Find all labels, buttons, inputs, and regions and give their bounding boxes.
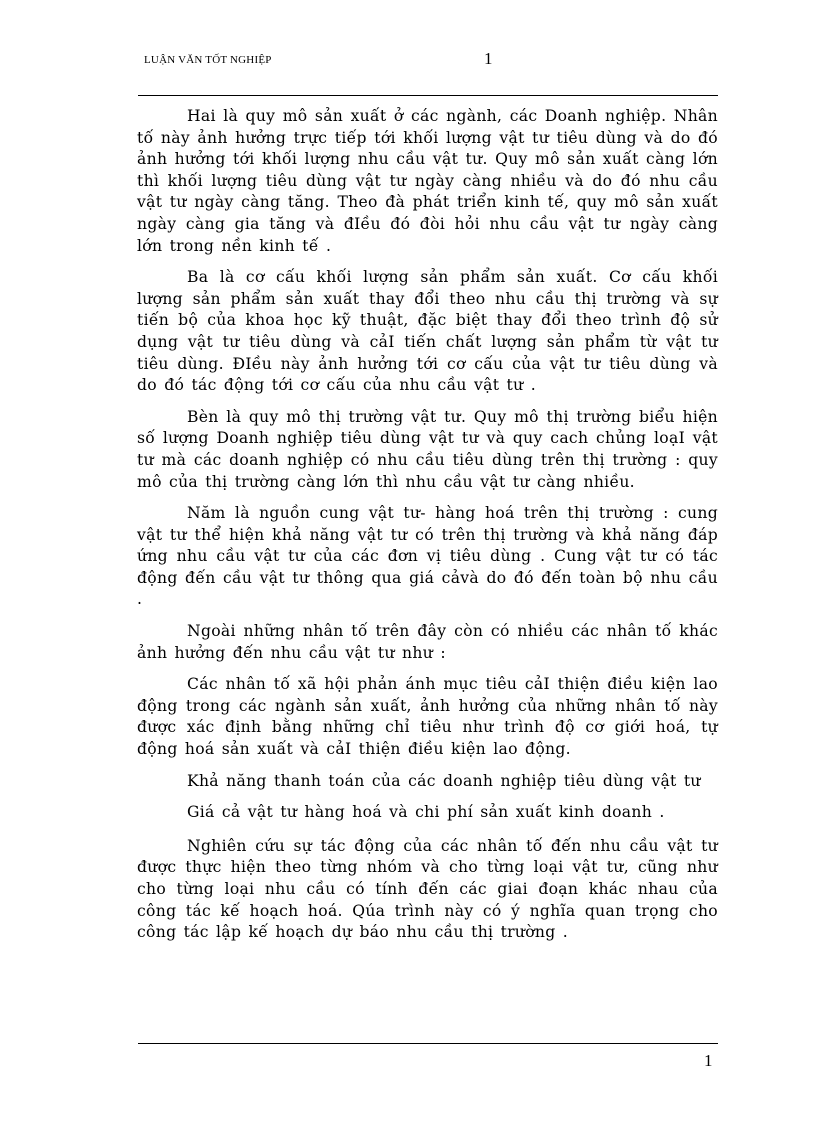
paragraph: Ba là cơ cấu khối lượng sản phẩm sản xuất. Cơ cấu khối lượng sản phẩm sản xuất thay đổi theo nhu cầu thị trường và sự tiến bộ của khoa học kỹ thuật, đặc biệt thay đổi theo trình độ sử dụng vật tư tiêu dùng và cảI tiến chất lượng sản phẩm từ vật tư tiêu dùng. ĐIều này ảnh hưởng tới cơ cấu của vật tư tiêu dùng và do đó tác động tới cơ cấu của nhu cầu vật tư . <box>137 268 718 395</box>
footer-page-number: 1 <box>704 1051 713 1070</box>
paragraph: Nghiên cứu sự tác động của các nhân tố đến nhu cầu vật tư được thực hiện theo từng nhóm và cho từng loại vật tư, cũng như cho từng loại nhu cầu có tính đến các giai đoạn khác nhau của công tác kế hoạch hoá. Qúa trình này có ý nghĩa quan trọng cho công tác lập kế hoạch dự báo nhu cầu thị trường . <box>137 836 718 942</box>
paragraph: Khả năng thanh toán của các doanh nghiệp tiêu dùng vật tư <box>187 771 701 790</box>
paragraph: Các nhân tố xã hội phản ánh mục tiêu cảI thiện điều kiện lao động trong các ngành sản xuất, ảnh hưởng của những nhân tố này được xác định bằng những chỉ tiêu như trình độ cơ giới hoá, tự động hoá sản xuất và cảI thiện điều kiện lao động. <box>137 675 718 759</box>
paragraph: Hai là quy mô sản xuất ở các ngành, các Doanh nghiệp. Nhân tố này ảnh hưởng trực tiếp tới khối lượng vật tư tiêu dùng và do đó ảnh hưởng tới khối lượng nhu cầu vật tư. Quy mô sản xuất càng lớn thì khối lượng tiêu dùng vật tư ngày càng nhiều và do đó nhu cầu vật tư ngày càng tăng. Theo đà phát triển kinh tế, quy mô sản xuất ngày càng gia tăng và đIều đó đòi hỏi nhu cầu vật tư ngày càng lớn trong nền kinh tế . <box>137 107 718 255</box>
body-text <box>137 106 718 954</box>
header-title: LUẬN VĂN TỐT NGHIỆP <box>144 54 272 66</box>
paragraph: Ngoài những nhân tố trên đây còn có nhiều các nhân tố khác ảnh hưởng đến nhu cầu vật tư như : <box>137 622 718 662</box>
header-rule <box>138 95 718 96</box>
paragraph: Năm là nguồn cung vật tư- hàng hoá trên thị trường : cung vật tư thể hiện khả năng vật tư có trên thị trường và khả năng đáp ứng nhu cầu vật tư của các đơn vị tiêu dùng . Cung vật tư có tác động đến cầu vật tư thông qua giá cảvà do đó đến toàn bộ nhu cầu . <box>137 504 718 609</box>
paragraph: Giá cả vật tư hàng hoá và chi phí sản xuất kinh doanh . <box>187 803 665 822</box>
footer-rule <box>138 1043 718 1044</box>
paragraph: Bèn là quy mô thị trường vật tư. Quy mô thị trường biểu hiện số lượng Doanh nghiệp tiêu dùng vật tư và quy cach chủng loạI vật tư mà các doanh nghiệp có nhu cầu tiêu dùng trên thị trường : quy mô của thị trường càng lớn thì nhu cầu vật tư càng nhiều. <box>137 407 718 491</box>
header-page-number: 1 <box>484 49 493 68</box>
